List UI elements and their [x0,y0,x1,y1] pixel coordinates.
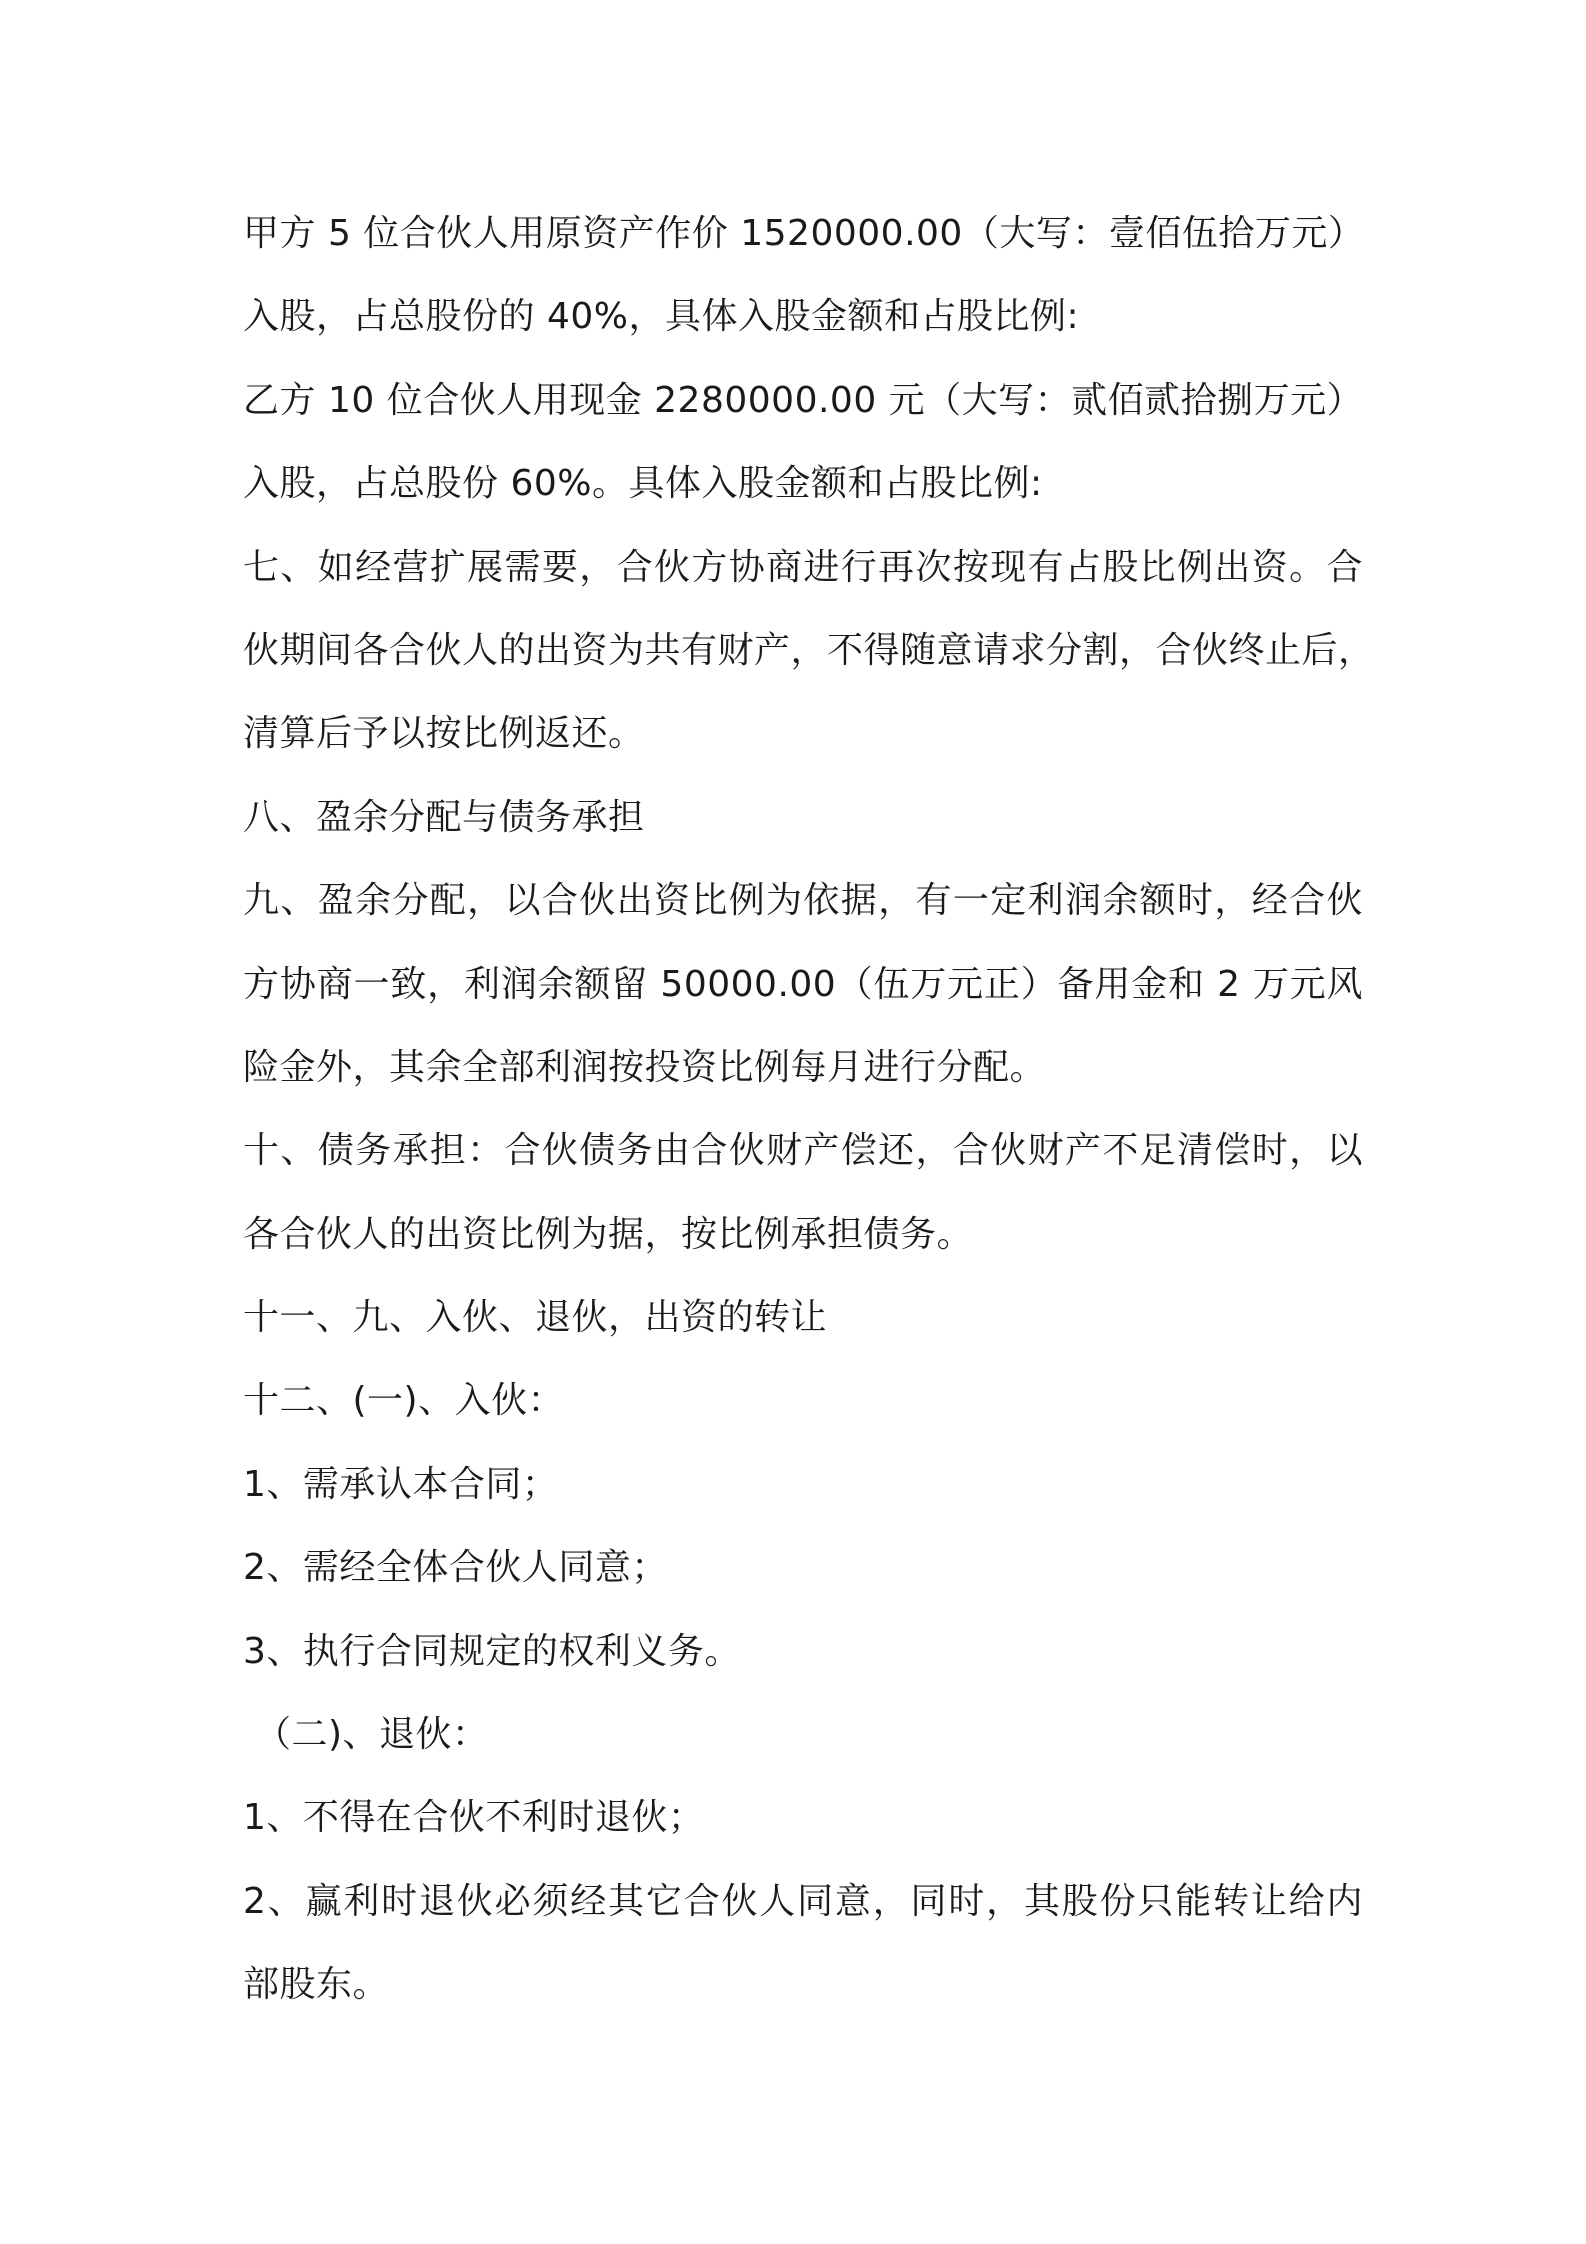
text-line: 十、债务承担：合伙债务由合伙财产偿还，合伙财产不足清偿时，以 [243,1130,1363,1172]
list-item: 2、赢利时退伙必须经其它合伙人同意，同时，其股份只能转让给内 [243,1880,1363,1922]
text-line: 清算后予以按比例返还。 [243,713,645,755]
text-line: 入股，占总股份 60%。具体入股金额和占股比例: [243,463,1043,505]
list-item: 1、不得在合伙不利时退伙； [243,1797,705,1839]
text-line: 方协商一致，利润余额留 50000.00（伍万元正）备用金和 2 万元风 [243,963,1363,1005]
text-line: 伙期间各合伙人的出资为共有财产，不得随意请求分割，合伙终止后， [243,629,1375,671]
list-item: 2、需经全体合伙人同意； [243,1547,668,1589]
section-heading: （二)、退伙： [255,1714,489,1756]
document-body [243,192,1375,2027]
text-line: 各合伙人的出资比例为据，按比例承担债务。 [243,1213,974,1255]
text-line: 九、盈余分配，以合伙出资比例为依据，有一定利润余额时，经合伙 [243,880,1363,922]
text-line: 乙方 10 位合伙人用现金 2280000.00 元（大写：贰佰贰拾捌万元） [243,379,1364,421]
text-line: 部股东。 [243,1964,390,2006]
text-line: 入股，占总股份的 40%，具体入股金额和占股比例: [243,296,1080,338]
section-heading: 十一、九、入伙、退伙，出资的转让 [243,1297,828,1339]
text-line: 七、如经营扩展需要，合伙方协商进行再次按现有占股比例出资。合 [243,546,1363,588]
text-line: 甲方 5 位合伙人用原资产作价 1520000.00（大写：壹佰伍拾万元） [243,213,1365,254]
section-heading: 八、盈余分配与债务承担 [243,796,645,838]
section-heading: 十二、(一)、入伙： [243,1380,565,1422]
list-item: 3、执行合同规定的权利义务。 [243,1630,741,1672]
list-item: 1、需承认本合同； [243,1463,559,1505]
text-line: 险金外，其余全部利润按投资比例每月进行分配。 [243,1046,1047,1088]
